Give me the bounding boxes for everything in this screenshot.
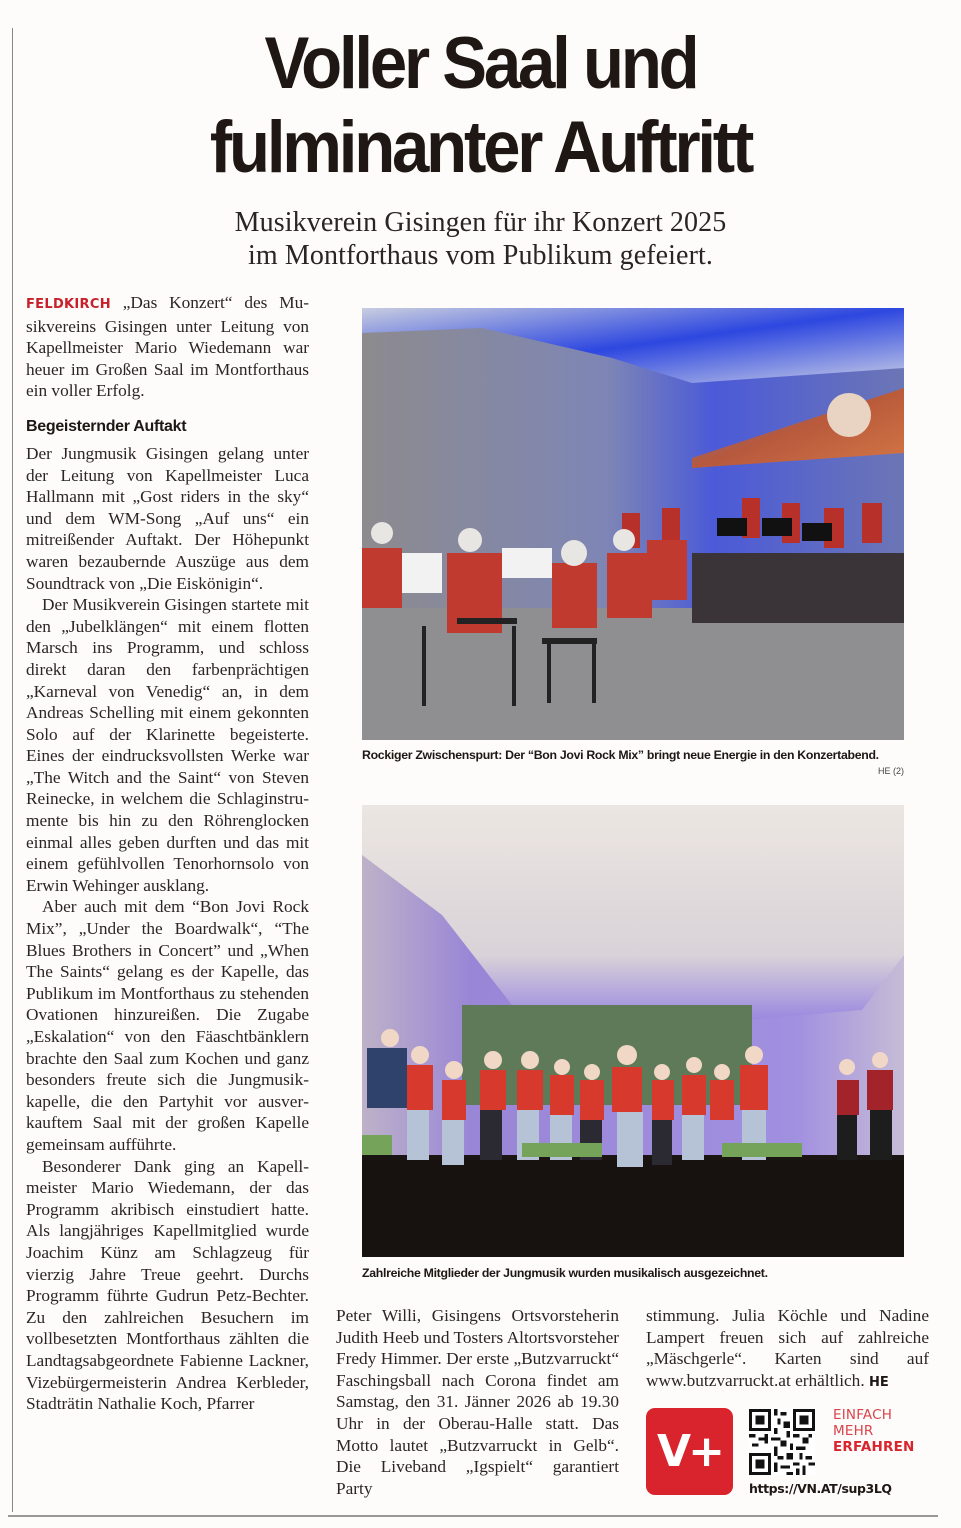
closing-text: stimmung. Julia Köchle und Nadine Lampert freuen sich auf zahlreiche „Mäschgerle“. Karten sind auf www.butzvarruckt.at erhältlich. (646, 1306, 929, 1390)
photo-youth-awards (362, 805, 904, 1257)
body-paragraph: Peter Willi, Gisingens Ortsvorsteherin Judith Heeb und Tosters Altortsvorsteher Fredy Himmer. Der erste „Butzvarruckt“ Faschingsball nach Corona findet am Samstag, den 31. Jänner 2026 ab 19.30 Uhr in der Oberau-Halle statt. Das Motto lautet „Butzvarruckt in Gelb“. Die Liveband „Igspielt“ garantiert Party (336, 1306, 619, 1498)
qr-code-icon[interactable] (749, 1409, 815, 1475)
body-paragraph: Der Musikverein Gisingen startete mit den „Jubelklängen“ mit einem flotten Marsch ins Programm, und schloss direkt daran den farbenprächtigen „Karneval von Venedig“ an, in dem Andreas Schelling mit einem gekonnten Solo auf der Klarinette begeisterte. Eines der eindrucksvollsten Werke war „The Witch and the Saint“ von Steven Reinecke, in welchem die Schlaginstrumente bis hin zu den Röhrenglocken einmal alles geben durften und das mit einem gefühlvollen Tenorhornsolo von Erwin Wehinger ausklang. (26, 595, 309, 895)
lead-text: „Das Konzert“ des Musikvereins Gisingen unter Leitung von Kapellmeister Mario Wiedemann war heuer im Großen Saal im Montforthaus ein voller Erfolg. (26, 293, 309, 401)
text-column-1 (26, 292, 309, 1415)
subheadline-line-1: Musikverein Gisingen für ihr Konzert 2025 (234, 207, 727, 238)
photo-caption-1: Rockiger Zwischenspurt: Der “Bon Jovi Rock Mix” bringt neue Energie in den Konzertabend. (362, 748, 879, 762)
photo-caption-2: Zahlreiche Mitglieder der Jungmusik wurden musikalisch ausgezeichnet. (362, 1266, 768, 1280)
promo-line-3: ERFAHREN (833, 1439, 915, 1455)
dateline: FELDKIRCH (26, 297, 111, 312)
youth-awards-image (362, 805, 904, 1257)
bottom-rule (8, 1515, 938, 1517)
body-paragraph: Aber auch mit dem “Bon Jovi Rock Mix”, „Under the Boardwalk“, “The Blues Brothers in Concert” und „When The Saints“ gelang es der Kapelle, das Publikum im Montforthaus zu stehenden Ovationen hinzureißen. Die Zugabe „Eskalation“ von den Fäaschtbänklern brachte den Saal zum Kochen und ganz besonders freute sich die Jungmusikkapelle, die den Partyhit vor ausverkauftem Saal mit der großen Kapelle gemeinsam aufführte. (26, 897, 309, 1154)
body-paragraph: Der Jungmusik Gisingen gelang unter der Leitung von Kapellmeister Luca Hallmann mit „Gost riders in the sky“ und dem WM-Song „Auf uns“ ein mitreißender Auftakt. Der Höhepunkt waren bezaubernde Auszüge aus dem Soundtrack von „Die Eiskönigin“. (26, 443, 309, 593)
headline (38, 22, 922, 190)
body-paragraph: Besonderer Dank ging an Kapellmeister Mario Wiedemann, der das Programm akribisch einstudiert hatte. Als langjähriges Kapellmitglied wurde Joachim Künz am Schlagzeug für vierzig Jahre Treue geehrt. Durchs Programm führte Gudrun Petz-Bechter. Zu den zahlreichen Besuchern im vollbesetzten Montforthaus zählten die Landtagsabgeordnete Fabienne Lackner, Vizebürgermeisterin Andrea Kerbleder, Stadträtin Nathalie Koch, Pfarrer (26, 1156, 309, 1414)
headline-line-1: Voller Saal und (264, 23, 697, 104)
subheadline-line-2: im Montforthaus vom Publikum gefeiert. (248, 240, 713, 271)
text-column-3 (646, 1305, 929, 1393)
body-paragraph (646, 1305, 929, 1393)
promo-url-link[interactable]: https://VN.AT/sup3LQ (749, 1481, 892, 1496)
text-column-2 (336, 1305, 619, 1499)
subheadline (0, 206, 961, 272)
promo-line-2: MEHR (833, 1423, 874, 1439)
section-subheading: Begeisternder Auftakt (26, 417, 187, 435)
author-initials: HE (868, 1374, 889, 1390)
lead-paragraph (26, 292, 309, 402)
photo-concert-band (362, 308, 904, 740)
headline-line-2: fulminanter Auftritt (209, 107, 752, 188)
vplus-promo[interactable] (646, 1405, 936, 1505)
vplus-logo[interactable]: V+ (646, 1408, 733, 1495)
promo-line-1: EINFACH (833, 1407, 893, 1423)
concert-band-image (362, 308, 904, 740)
photo-credit: HE (2) (877, 766, 904, 776)
promo-tagline (833, 1407, 915, 1455)
